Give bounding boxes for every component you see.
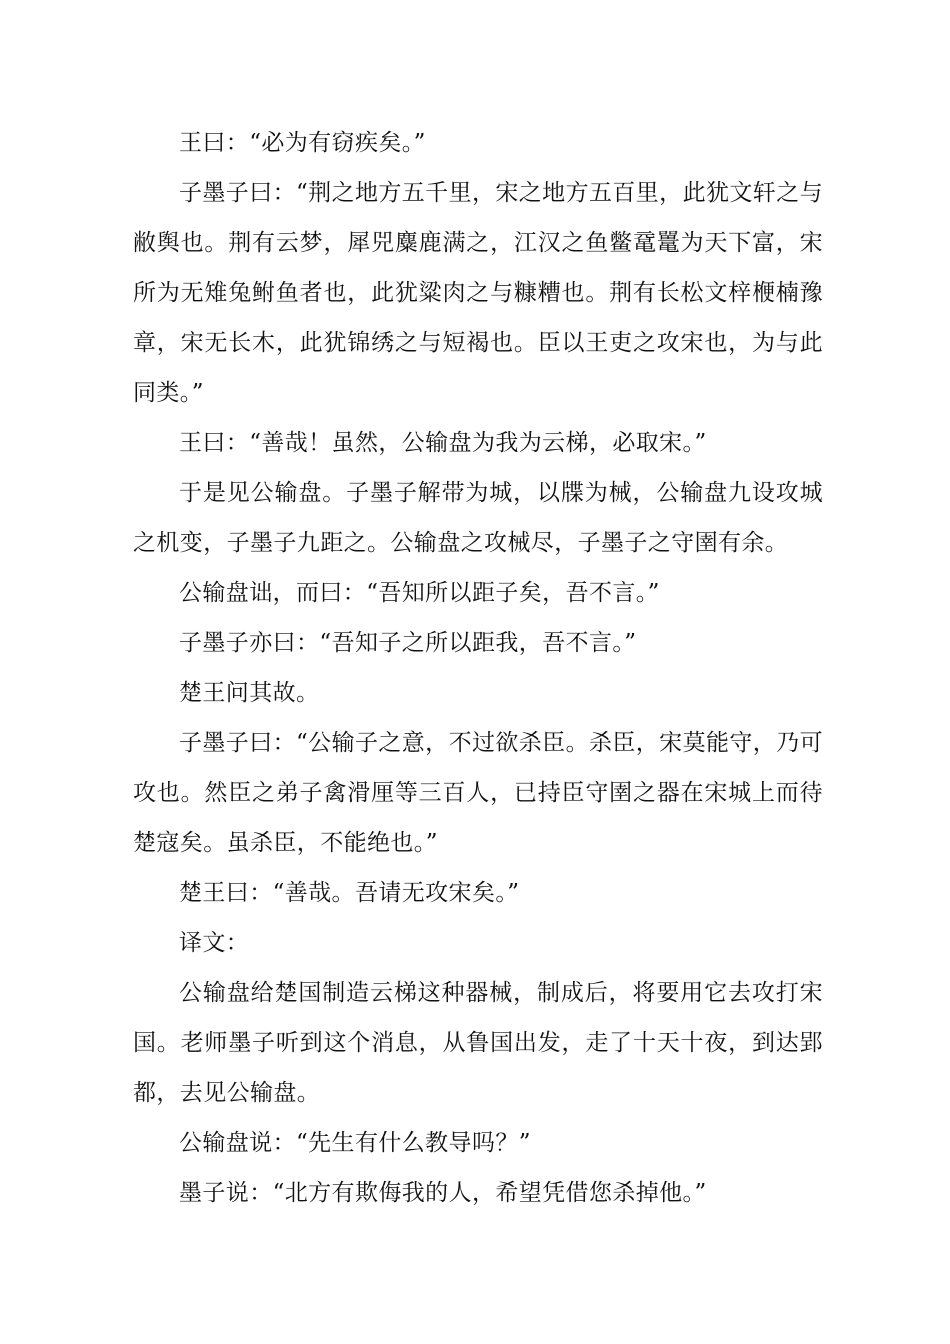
paragraph: 公输盘给楚国制造云梯这种器械，制成后，将要用它去攻打宋国。老师墨子听到这个消息，从鲁国出发，走了十天十夜，到达郢都，去见公输盘。 [133, 980, 823, 1106]
paragraph: 墨子说：“北方有欺侮我的人，希望凭借您杀掉他。” [179, 1180, 707, 1206]
paragraph: 子墨子曰：“公输子之意，不过欲杀臣。杀臣，宋莫能守，乃可攻也。然臣之弟子禽滑厘等三百人，已持臣守圉之器在宋城上而待楚寇矣。虽杀臣，不能绝也。” [133, 730, 823, 856]
document-body [133, 118, 823, 1218]
paragraph: 子墨子亦曰：“吾知子之所以距我，吾不言。” [179, 630, 637, 656]
translation-heading: 译文： [179, 930, 250, 956]
paragraph: 于是见公输盘。子墨子解带为城，以牒为械，公输盘九设攻城之机变，子墨子九距之。公输盘之攻械尽，子墨子之守圉有余。 [133, 480, 823, 556]
paragraph: 王曰：“善哉！虽然，公输盘为我为云梯，必取宋。” [179, 430, 707, 456]
paragraph: 楚王问其故。 [179, 680, 320, 706]
paragraph: 王曰：“必为有窃疾矣。” [179, 130, 426, 156]
paragraph: 公输盘诎，而曰：“吾知所以距子矣，吾不言。” [179, 580, 660, 606]
paragraph: 子墨子曰：“荆之地方五千里，宋之地方五百里，此犹文轩之与敝舆也。荆有云梦，犀兕麋鹿满之，江汉之鱼鳖鼋鼍为天下富，宋所为无雉兔鲋鱼者也，此犹粱肉之与糠糟也。荆有长松文梓楩楠豫章，宋无长木，此犹锦绣之与短褐也。臣以王吏之攻宋也，为与此同类。” [133, 180, 823, 406]
paragraph: 公输盘说：“先生有什么教导吗？” [179, 1130, 531, 1156]
paragraph: 楚王曰：“善哉。吾请无攻宋矣。” [179, 880, 520, 906]
